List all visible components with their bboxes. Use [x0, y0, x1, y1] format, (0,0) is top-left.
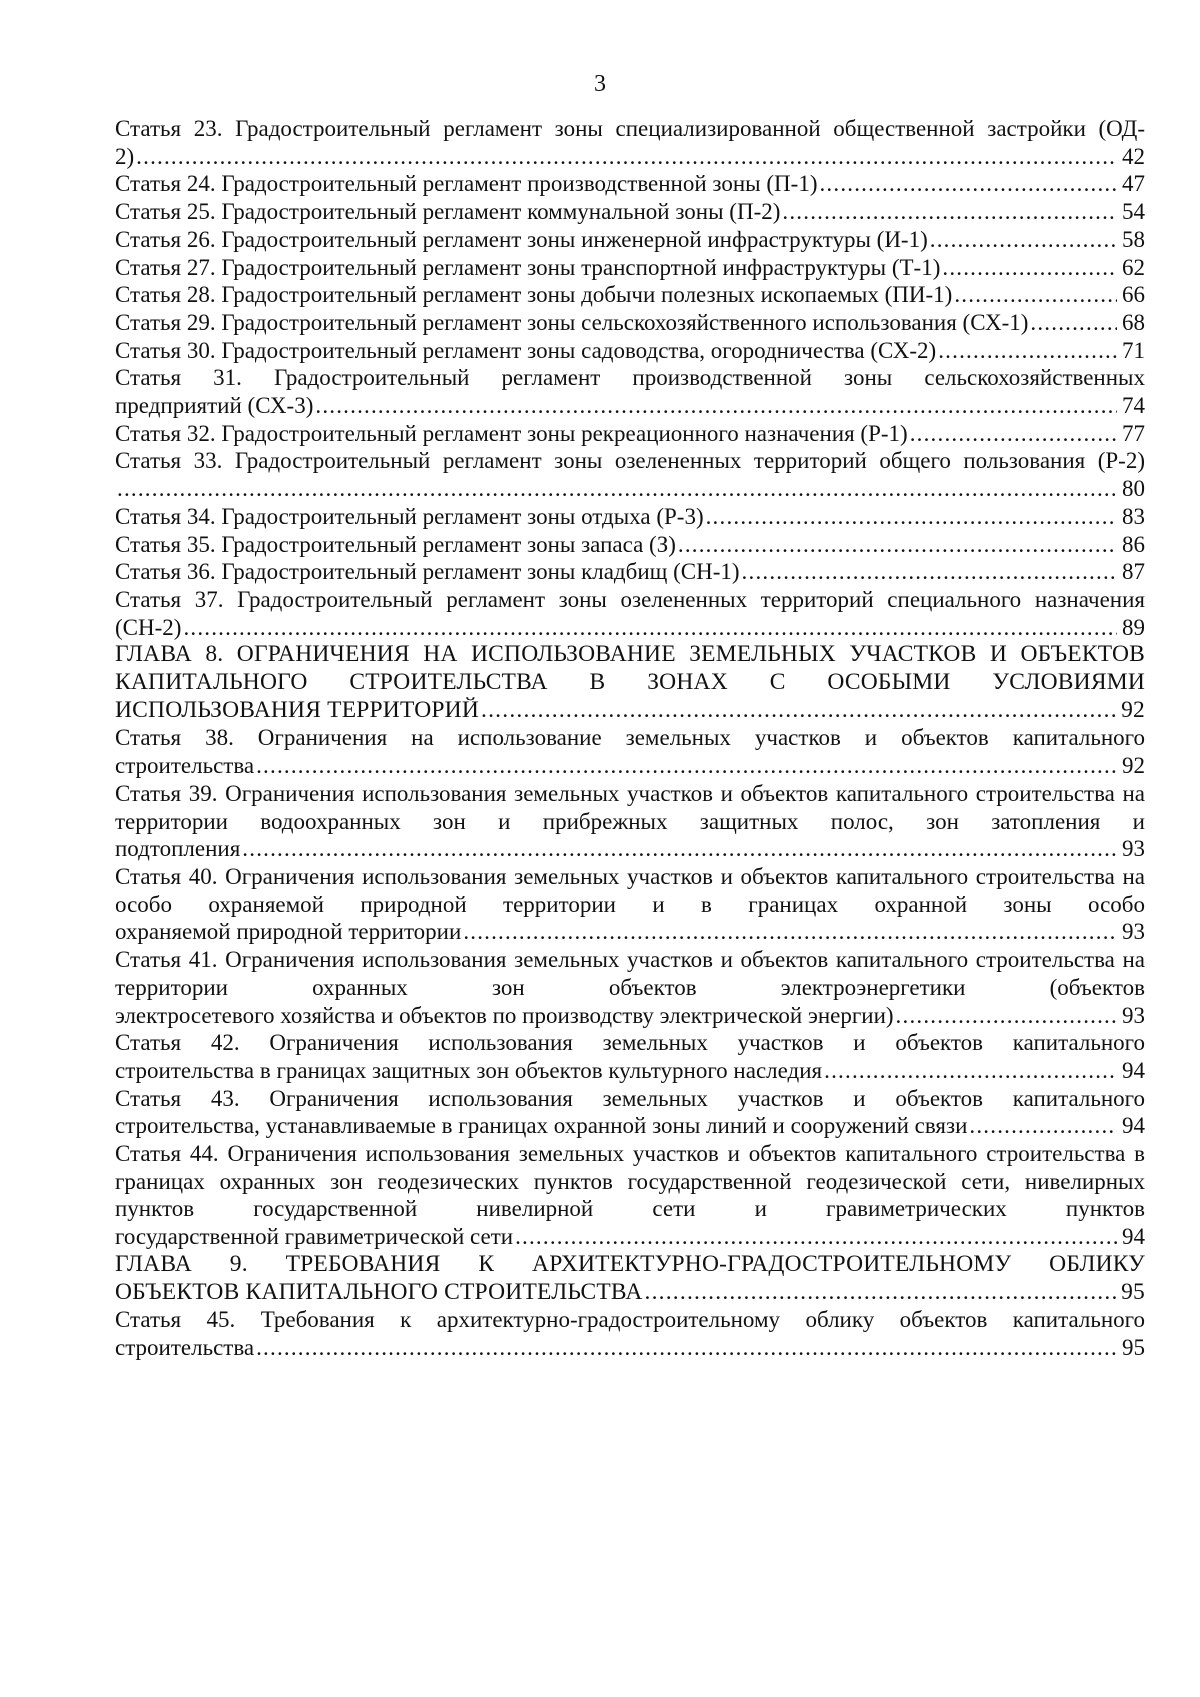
toc-page-number: 58 — [1122, 226, 1145, 252]
toc-entry-title-end: Статья 25. Градостроительный регламент коммунальной зоны (П-2) — [115, 199, 781, 225]
toc-article-entry[interactable] — [115, 1085, 1145, 1140]
toc-entry-title-end: Статья 26. Градостроительный регламент зоны инженерной инфраструктуры (И-1) — [115, 226, 928, 252]
toc-entry-title-end: строительства — [115, 753, 255, 779]
toc-entry-title-end: электросетевого хозяйства и объектов по производству электрической энергии) — [115, 1002, 894, 1028]
toc-entry-title-end: строительства, устанавливаемые в границах охранной зоны линий и сооружений связи — [115, 1113, 968, 1139]
toc-entry-title-end: Статья 32. Градостроительный регламент зоны рекреационного назначения (Р-1) — [115, 420, 908, 446]
dot-leader — [242, 835, 1117, 863]
toc-article-entry[interactable] — [115, 558, 1145, 586]
toc-entry-title-end: охраняемой природной территории — [115, 919, 462, 945]
dot-leader — [256, 1334, 1117, 1362]
toc-article-entry[interactable] — [115, 1140, 1145, 1251]
toc-entry-title-end: подтопления — [115, 836, 241, 862]
toc-article-entry[interactable] — [115, 586, 1145, 641]
toc-page-number: 77 — [1122, 420, 1145, 446]
toc-entry-title-end: ОБЪЕКТОВ КАПИТАЛЬНОГО СТРОИТЕЛЬСТВА — [115, 1278, 643, 1305]
toc-entry-title: Статья 38. Ограничения на использование земельных участков и объектов капитального — [115, 725, 1145, 751]
toc-entry-title-end: строительства в границах защитных зон объектов культурного наследия — [115, 1057, 823, 1083]
toc-entry-title-end: Статья 29. Градостроительный регламент зоны сельскохозяйственного использования (СХ-1) — [115, 309, 1029, 335]
dot-leader — [942, 254, 1117, 282]
toc-article-entry[interactable] — [115, 170, 1145, 198]
toc-entry-title: ГЛАВА 8. ОГРАНИЧЕНИЯ НА ИСПОЛЬЗОВАНИЕ ЗЕМЕЛЬНЫХ УЧАСТКОВ И ОБЪЕКТОВ КАПИТАЛЬНОГО СТРОИТЕЛЬСТВА В ЗОНАХ С ОСОБЫМИ УСЛОВИЯМИ — [115, 641, 1145, 696]
toc-chapter-entry[interactable] — [115, 1251, 1145, 1306]
toc-article-entry[interactable] — [115, 780, 1145, 863]
dot-leader — [315, 392, 1117, 420]
toc-article-entry[interactable] — [115, 281, 1145, 309]
toc-article-entry[interactable] — [115, 863, 1145, 946]
toc-page-number: 80 — [1122, 476, 1145, 502]
dot-leader — [515, 1223, 1117, 1251]
toc-entry-title-end: Статья 28. Градостроительный регламент зоны добычи полезных ископаемых (ПИ-1) — [115, 282, 953, 308]
toc-page-number: 93 — [1122, 1002, 1145, 1028]
toc-article-entry[interactable] — [115, 337, 1145, 365]
dot-leader — [896, 1002, 1117, 1030]
dot-leader — [183, 614, 1117, 642]
toc-entry-title-end: государственной гравиметрической сети — [115, 1224, 514, 1250]
toc-entry-title: Статья 43. Ограничения использования земельных участков и объектов капитального — [115, 1085, 1145, 1111]
toc-entry-title-end: ИСПОЛЬЗОВАНИЯ ТЕРРИТОРИЙ — [115, 696, 480, 723]
toc-page-number: 93 — [1122, 919, 1145, 945]
toc-page-number: 93 — [1122, 836, 1145, 862]
toc-article-entry[interactable] — [115, 946, 1145, 1029]
toc-page-number: 89 — [1122, 614, 1145, 640]
toc-entry-title: Статья 33. Градостроительный регламент зоны озелененных территорий общего пользования (Р-2) — [115, 448, 1145, 474]
dot-leader — [954, 281, 1117, 309]
toc-page-number: 95 — [1121, 1278, 1145, 1305]
toc-entry-title: Статья 45. Требования к архитектурно-градостроительному облику объектов капитального — [115, 1307, 1145, 1333]
toc-entry-title-end: строительства — [115, 1334, 255, 1360]
page-number: 3 — [594, 71, 606, 97]
dot-leader — [481, 697, 1117, 725]
toc-article-entry[interactable] — [115, 531, 1145, 559]
dot-leader — [742, 558, 1117, 586]
dot-leader — [910, 420, 1117, 448]
toc-entry-title: Статья 23. Градостроительный регламент зоны специализированной общественной застройки (ОД- — [115, 116, 1145, 141]
toc-entry-title-end: предприятий (СХ-3) — [115, 393, 314, 419]
dot-leader — [645, 1279, 1118, 1307]
toc-entry-title: Статья 42. Ограничения использования земельных участков и объектов капитального — [115, 1030, 1145, 1056]
toc-page-number: 42 — [1122, 143, 1145, 169]
toc-page-number: 87 — [1122, 559, 1145, 585]
toc-entry-title-end: (СН-2) — [115, 614, 182, 640]
toc-page-number: 68 — [1122, 309, 1145, 335]
dot-leader — [463, 918, 1117, 946]
dot-leader — [824, 1057, 1117, 1085]
toc-page-number: 83 — [1122, 503, 1145, 529]
dot-leader — [969, 1112, 1117, 1140]
toc-page-number: 94 — [1122, 1057, 1145, 1083]
toc-page-number: 74 — [1122, 393, 1145, 419]
toc-entry-title: Статья 41. Ограничения использования земельных участков и объектов капитального строительства на территории охранных зон объектов электроэнергетики (объектов — [115, 947, 1145, 1000]
toc-entry-title-end: Статья 24. Градостроительный регламент производственной зоны (П-1) — [115, 171, 818, 197]
toc-article-entry[interactable] — [115, 420, 1145, 448]
toc-page-number: 47 — [1122, 171, 1145, 197]
toc-page-number: 95 — [1122, 1334, 1145, 1360]
dot-leader — [938, 337, 1117, 365]
toc-page-number: 92 — [1121, 696, 1145, 723]
dot-leader — [1030, 309, 1117, 337]
toc-article-entry[interactable] — [115, 364, 1145, 419]
toc-entry-title-end: Статья 30. Градостроительный регламент зоны садоводства, огородничества (СХ-2) — [115, 337, 937, 363]
toc-article-entry[interactable] — [115, 724, 1145, 779]
toc-chapter-entry[interactable] — [115, 641, 1145, 724]
toc-article-entry[interactable] — [115, 1029, 1145, 1084]
toc-page-number: 71 — [1122, 337, 1145, 363]
dot-leader — [706, 503, 1117, 531]
toc-entry-title-end: Статья 36. Градостроительный регламент зоны кладбищ (СН-1) — [115, 559, 740, 585]
dot-leader — [678, 531, 1117, 559]
toc-article-entry[interactable] — [115, 447, 1145, 502]
toc-page-number: 66 — [1122, 282, 1145, 308]
toc-page-number: 86 — [1122, 531, 1145, 557]
toc-article-entry[interactable] — [115, 198, 1145, 226]
toc-article-entry[interactable] — [115, 503, 1145, 531]
toc-entry-title: Статья 44. Ограничения использования земельных участков и объектов капитального строительства в границах охранных зон геодезических пунктов государственной геодезической сети, нивелирных пунктов государственной нивелирной сети и гравиметрических пунктов — [115, 1141, 1145, 1222]
dot-leader — [782, 198, 1117, 226]
table-of-contents — [115, 115, 1145, 1362]
toc-article-entry[interactable] — [115, 226, 1145, 254]
toc-entry-title-end: Статья 35. Градостроительный регламент зоны запаса (З) — [115, 531, 676, 557]
toc-entry-title-end: Статья 34. Градостроительный регламент зоны отдыха (Р-3) — [115, 503, 704, 529]
toc-article-entry[interactable] — [115, 115, 1145, 170]
toc-entry-title-end: 2) — [115, 143, 135, 169]
toc-article-entry[interactable] — [115, 254, 1145, 282]
toc-page-number: 94 — [1122, 1113, 1145, 1139]
toc-entry-title: Статья 31. Градостроительный регламент производственной зоны сельскохозяйственных — [115, 365, 1145, 391]
dot-leader — [117, 475, 1117, 503]
toc-entry-title: Статья 39. Ограничения использования земельных участков и объектов капитального строительства на территории водоохранных зон и прибрежных защитных полос, зон затопления и — [115, 780, 1145, 834]
toc-page-number: 92 — [1122, 753, 1145, 779]
toc-entry-title-end: Статья 27. Градостроительный регламент зоны транспортной инфраструктуры (Т-1) — [115, 254, 941, 280]
toc-article-entry[interactable] — [115, 309, 1145, 337]
toc-page-number: 94 — [1122, 1224, 1145, 1250]
toc-entry-title: ГЛАВА 9. ТРЕБОВАНИЯ К АРХИТЕКТУРНО-ГРАДОСТРОИТЕЛЬНОМУ ОБЛИКУ — [115, 1250, 1145, 1277]
dot-leader — [819, 170, 1117, 198]
dot-leader — [256, 752, 1117, 780]
toc-entry-title: Статья 37. Градостроительный регламент зоны озелененных территорий специального назначения — [115, 586, 1145, 612]
toc-article-entry[interactable] — [115, 1306, 1145, 1361]
toc-entry-title: Статья 40. Ограничения использования земельных участков и объектов капитального строительства на особо охраняемой природной территории и в границах охранной зоны особо — [115, 863, 1145, 917]
dot-leader — [930, 226, 1117, 254]
toc-page-number: 62 — [1122, 254, 1145, 280]
dot-leader — [136, 143, 1117, 171]
toc-page-number: 54 — [1122, 199, 1145, 225]
